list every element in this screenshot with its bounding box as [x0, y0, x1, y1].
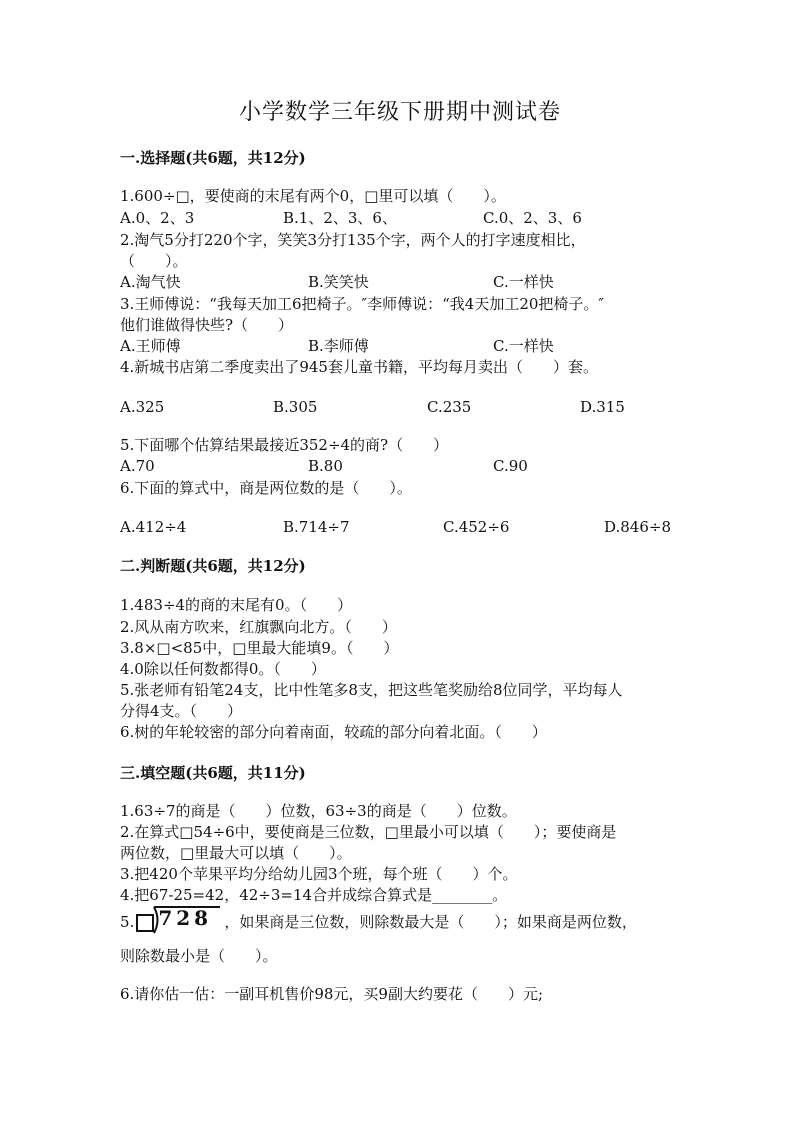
question-stem-division: [120, 907, 637, 935]
question-stem: （ ）。: [120, 252, 188, 270]
option: D.846÷8: [604, 518, 672, 536]
option: A.412÷4: [120, 518, 187, 536]
question-stem: 分得4支。（ ）: [120, 702, 243, 720]
option: A.王师傅: [120, 337, 181, 355]
dividend: 728: [158, 906, 213, 930]
section-heading-fill: 三.填空题(共6题，共11分): [120, 764, 306, 782]
option: A.325: [120, 398, 165, 416]
option: B.80: [308, 457, 343, 475]
option: A.70: [120, 457, 155, 475]
question-stem: 4.把67-25=42，42÷3=14合并成综合算式是________。: [120, 886, 508, 904]
option: C.90: [493, 457, 528, 475]
option: C.235: [427, 398, 472, 416]
option: B.李师傅: [308, 337, 369, 355]
question-stem: 1.483÷4的商的末尾有0。（ ）: [120, 596, 353, 614]
question-stem: 5.张老师有铅笔24支，比中性笔多8支，把这些笔奖励给8位同学，平均每人: [120, 681, 623, 699]
question-stem: 1.600÷□，要使商的末尾有两个0，□里可以填（ ）。: [120, 187, 506, 205]
option: B.305: [273, 398, 318, 416]
question-stem: 3.8×□<85中，□里最大能填9。（ ）: [120, 639, 399, 657]
option: C.一样快: [493, 273, 554, 291]
option: C.一样快: [493, 337, 554, 355]
option: B.1、2、3、6、: [283, 209, 397, 227]
question-stem: 2.在算式□54÷6中，要使商是三位数，□里最小可以填（ ）；要使商是: [120, 823, 617, 841]
question-stem: 6.请你估一估：一副耳机售价98元，买9副大约要花（ ）元;: [120, 985, 543, 1003]
option: B.714÷7: [283, 518, 350, 536]
question-number: 5.: [120, 913, 135, 931]
page-title: 小学数学三年级下册期中测试卷: [238, 100, 561, 125]
option: C.452÷6: [443, 518, 510, 536]
question-stem: 4.0除以任何数都得0。（ ）: [120, 660, 326, 678]
question-stem: 6.树的年轮较密的部分向着南面，较疏的部分向着北面。（ ）: [120, 723, 547, 741]
section-heading-judge: 二.判断题(共6题，共12分): [120, 557, 306, 575]
option: D.315: [580, 398, 625, 416]
question-stem: 他们谁做得快些?（ ）: [120, 316, 294, 334]
question-stem: 3.王师傅说：“我每天加工6把椅子。″李师傅说：“我4天加工20把椅子。″: [120, 295, 605, 313]
question-stem: 则除数最小是（ ）。: [120, 947, 278, 965]
section-heading-choice: 一.选择题(共6题，共12分): [120, 149, 306, 167]
option: B.笑笑快: [308, 273, 369, 291]
question-stem: 1.63÷7的商是（ ）位数，63÷3的商是（ ）位数。: [120, 802, 517, 820]
question-stem: 两位数，□里最大可以填（ ）。: [120, 844, 352, 862]
question-stem: 2.风从南方吹来，红旗飘向北方。（ ）: [120, 618, 397, 636]
question-stem: 2.淘气5分打220个字，笑笑3分打135个字，两个人的打字速度相比，: [120, 231, 586, 249]
question-text: ，如果商是三位数，则除数最大是（ ）；如果商是两位数，: [224, 913, 637, 931]
long-division-figure: [134, 907, 222, 933]
question-stem: 4.新城书店第二季度卖出了945套儿童书籍，平均每月卖出（ ）套。: [120, 358, 598, 376]
option: C.0、2、3、6: [483, 209, 582, 227]
question-stem: 3.把420个苹果平均分给幼儿园3个班，每个班（ ）个。: [120, 865, 518, 883]
option: A.淘气快: [120, 273, 181, 291]
question-stem: 5.下面哪个估算结果最接近352÷4的商?（ ）: [120, 436, 449, 454]
question-stem: 6.下面的算式中，商是两位数的是（ ）。: [120, 479, 412, 497]
option: A.0、2、3: [120, 209, 195, 227]
